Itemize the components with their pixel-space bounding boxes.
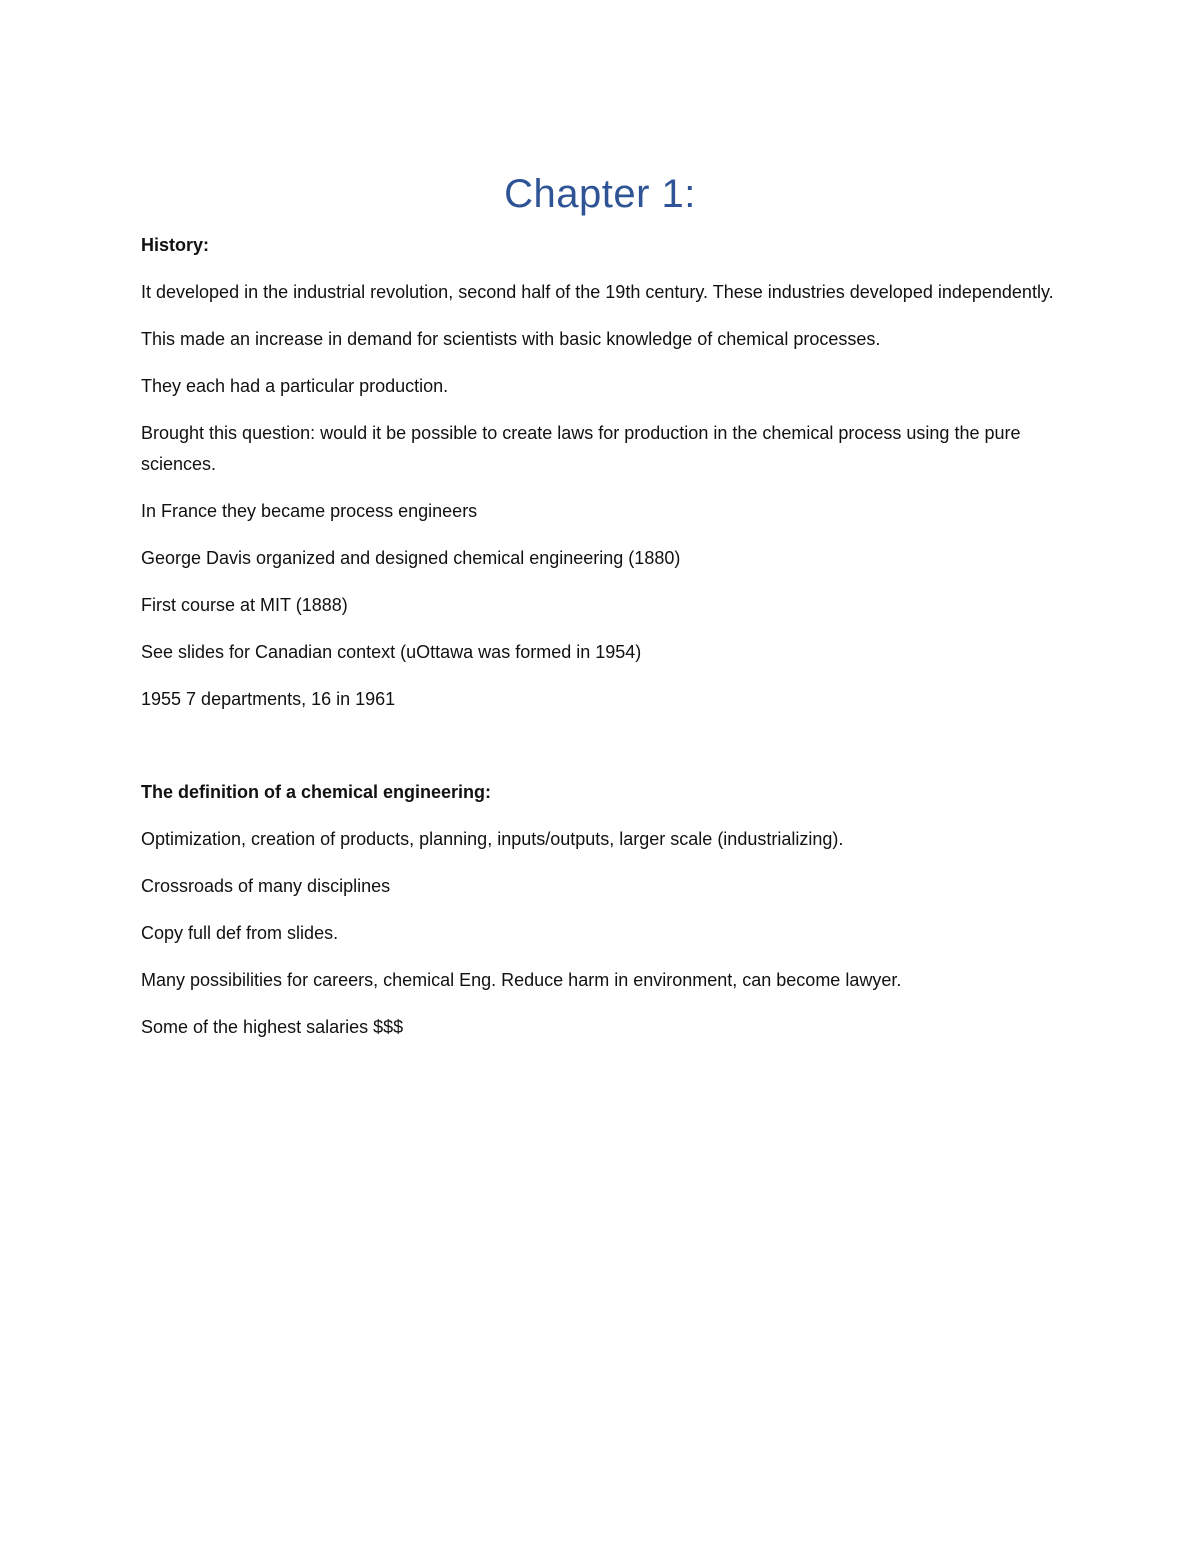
paragraph: It developed in the industrial revolution, second half of the 19th century. These industries developed independently.	[141, 282, 1054, 302]
section-spacer	[141, 731, 1059, 777]
section-heading: The definition of a chemical engineering:	[141, 782, 492, 802]
document-body	[141, 168, 1059, 1059]
section-definition	[141, 777, 1059, 1043]
paragraph: First course at MIT (1888)	[141, 595, 348, 615]
paragraph: 1955 7 departments, 16 in 1961	[141, 689, 396, 709]
paragraph: Many possibilities for careers, chemical Eng. Reduce harm in environment, can become lawyer.	[141, 970, 902, 990]
paragraph: They each had a particular production.	[141, 376, 449, 396]
paragraph: Some of the highest salaries $$$	[141, 1017, 404, 1037]
paragraph: See slides for Canadian context (uOttawa was formed in 1954)	[141, 642, 642, 662]
paragraph: Brought this question: would it be possible to create laws for production in the chemical process using the pure sciences.	[141, 423, 1021, 474]
paragraph: Crossroads of many disciplines	[141, 876, 391, 896]
section-history	[141, 230, 1059, 715]
page-title: Chapter 1:	[504, 172, 696, 216]
section-heading: History:	[141, 235, 210, 255]
paragraph: George Davis organized and designed chemical engineering (1880)	[141, 548, 681, 568]
paragraph: In France they became process engineers	[141, 501, 478, 521]
paragraph: Optimization, creation of products, planning, inputs/outputs, larger scale (industrializing).	[141, 829, 844, 849]
paragraph: Copy full def from slides.	[141, 923, 339, 943]
paragraph: This made an increase in demand for scientists with basic knowledge of chemical processes.	[141, 329, 881, 349]
